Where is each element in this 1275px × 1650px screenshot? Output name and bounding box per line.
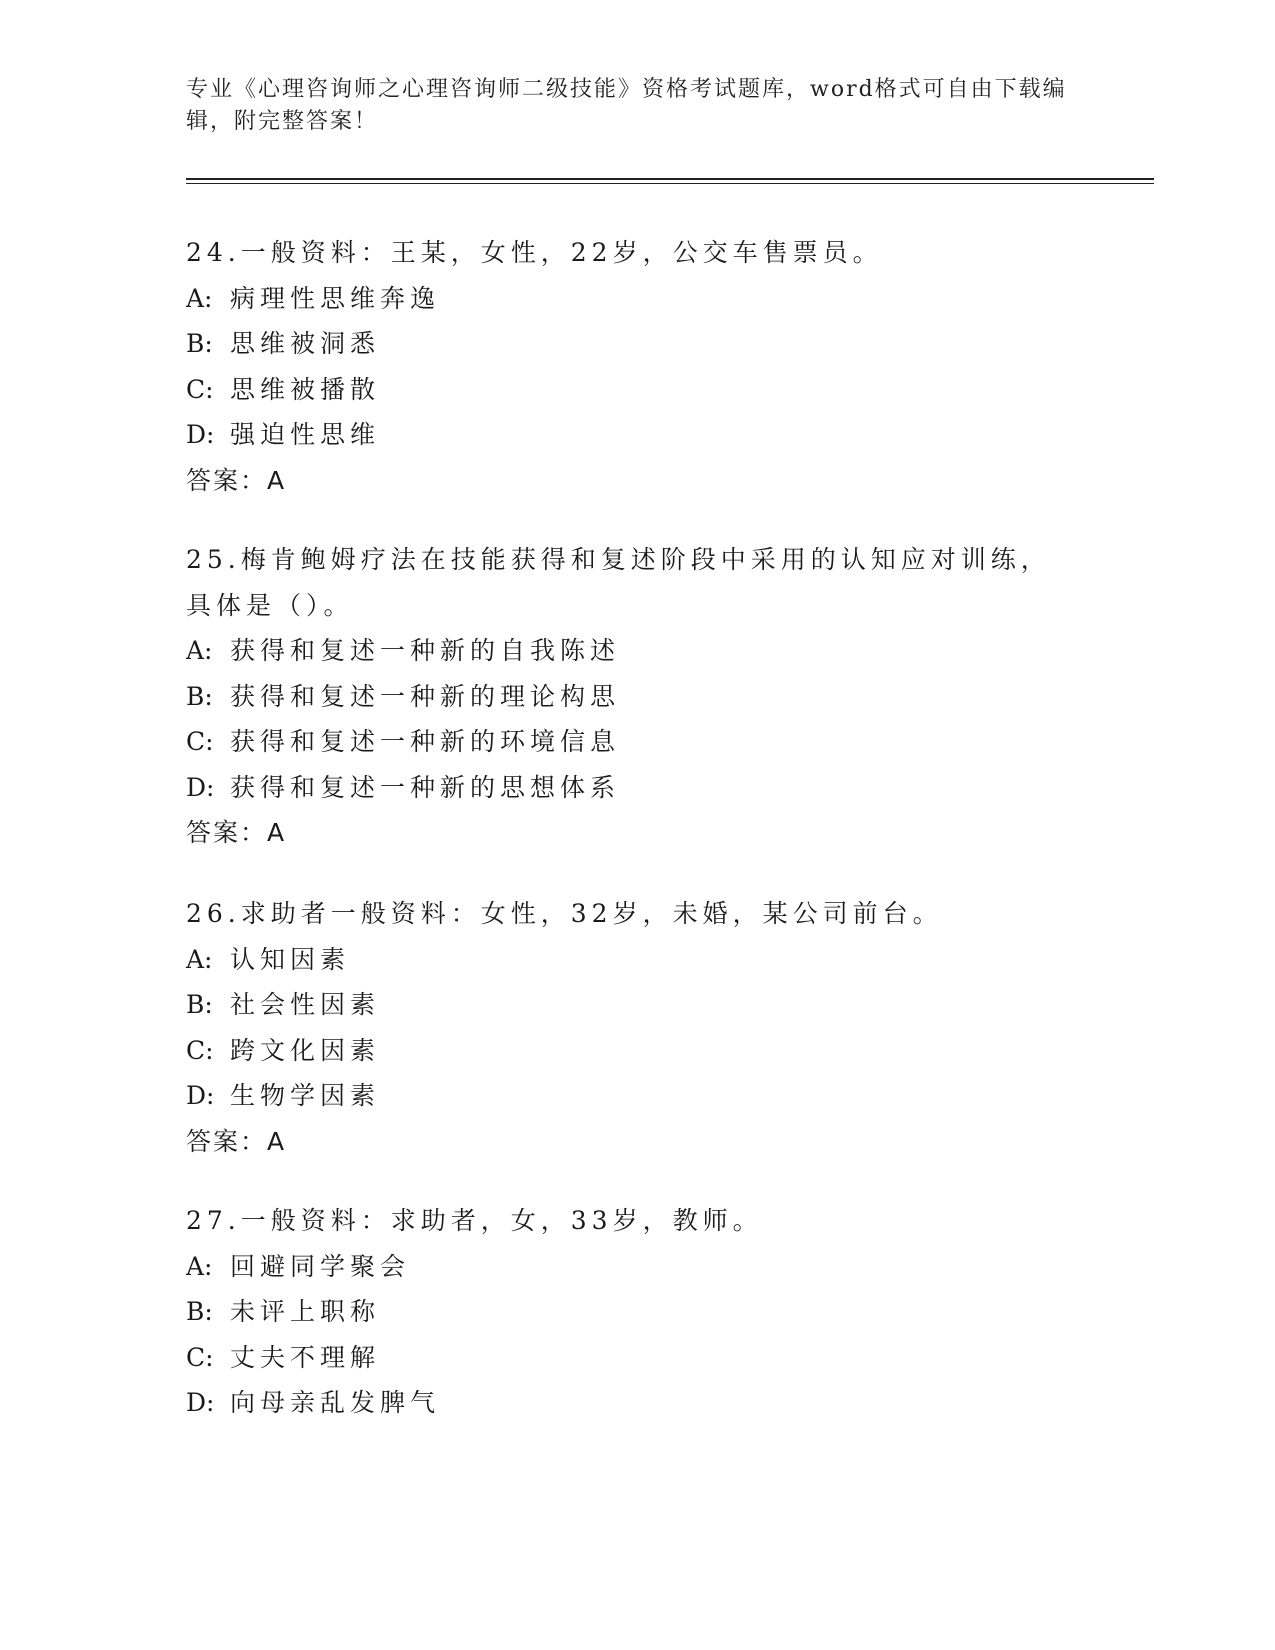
option-letter: B: [186, 990, 213, 1019]
option-text: 未评上职称 [230, 1297, 381, 1326]
answer: 答案：A [186, 818, 287, 847]
option-d [186, 1380, 1086, 1426]
option-text: 跨文化因素 [230, 1035, 381, 1065]
option-c [186, 1335, 1086, 1381]
option-letter: D: [186, 1081, 215, 1110]
question-26 [186, 891, 1086, 1164]
option-letter: A: [186, 636, 213, 665]
option-a [186, 276, 1086, 322]
option-d [186, 1073, 1086, 1119]
question-stem: 27.一般资料：求助者，女，33岁，教师。 [186, 1206, 763, 1235]
option-b [186, 982, 1086, 1028]
option-letter: B: [186, 681, 213, 711]
header-rule-thick [186, 178, 1154, 180]
document-header: 专业《心理咨询师之心理咨询师二级技能》资格考试题库，word格式可自由下载编辑，附完整答案！ [186, 77, 1067, 134]
option-d [186, 412, 1086, 458]
option-letter: A: [186, 283, 213, 313]
option-letter: D: [186, 772, 215, 802]
answer: 答案：A [186, 1126, 287, 1156]
option-text: 思维被洞悉 [230, 329, 381, 358]
question-stem: 25.梅肯鲍姆疗法在技能获得和复述阶段中采用的认知应对训练，具体是（）。 [186, 545, 1051, 620]
option-letter: A: [186, 1251, 213, 1281]
option-letter: B: [186, 329, 213, 358]
option-letter: B: [186, 1297, 213, 1326]
answer: 答案：A [186, 465, 287, 495]
option-c [186, 719, 1086, 765]
option-d [186, 765, 1086, 811]
option-a [186, 628, 1086, 674]
question-25 [186, 537, 1086, 856]
option-letter: D: [186, 1388, 215, 1417]
option-text: 认知因素 [230, 944, 351, 974]
header-rule-thin [186, 183, 1154, 184]
question-24 [186, 230, 1086, 503]
option-letter: D: [186, 420, 215, 449]
option-text: 生物学因素 [230, 1081, 381, 1110]
option-letter: A: [186, 944, 213, 974]
option-c [186, 367, 1086, 413]
option-text: 病理性思维奔逸 [230, 283, 441, 313]
option-b [186, 321, 1086, 367]
option-letter: C: [186, 374, 214, 404]
option-text: 获得和复述一种新的思想体系 [230, 772, 621, 802]
option-text: 向母亲乱发脾气 [230, 1388, 441, 1417]
option-text: 思维被播散 [230, 374, 381, 404]
option-text: 回避同学聚会 [230, 1251, 411, 1281]
option-b [186, 1289, 1086, 1335]
option-text: 社会性因素 [230, 990, 381, 1019]
option-text: 丈夫不理解 [230, 1342, 381, 1372]
question-stem: 24.一般资料：王某，女性，22岁，公交车售票员。 [186, 238, 883, 267]
option-text: 获得和复述一种新的理论构思 [230, 681, 621, 711]
option-text: 强迫性思维 [230, 420, 381, 449]
option-letter: C: [186, 1342, 214, 1372]
option-a [186, 937, 1086, 983]
option-text: 获得和复述一种新的自我陈述 [230, 636, 621, 665]
option-c [186, 1028, 1086, 1074]
option-a [186, 1244, 1086, 1290]
option-text: 获得和复述一种新的环境信息 [230, 727, 621, 756]
option-letter: C: [186, 1035, 214, 1065]
option-b [186, 674, 1086, 720]
question-27 [186, 1198, 1086, 1426]
option-letter: C: [186, 727, 214, 756]
question-stem: 26.求助者一般资料：女性，32岁，未婚，某公司前台。 [186, 899, 943, 928]
